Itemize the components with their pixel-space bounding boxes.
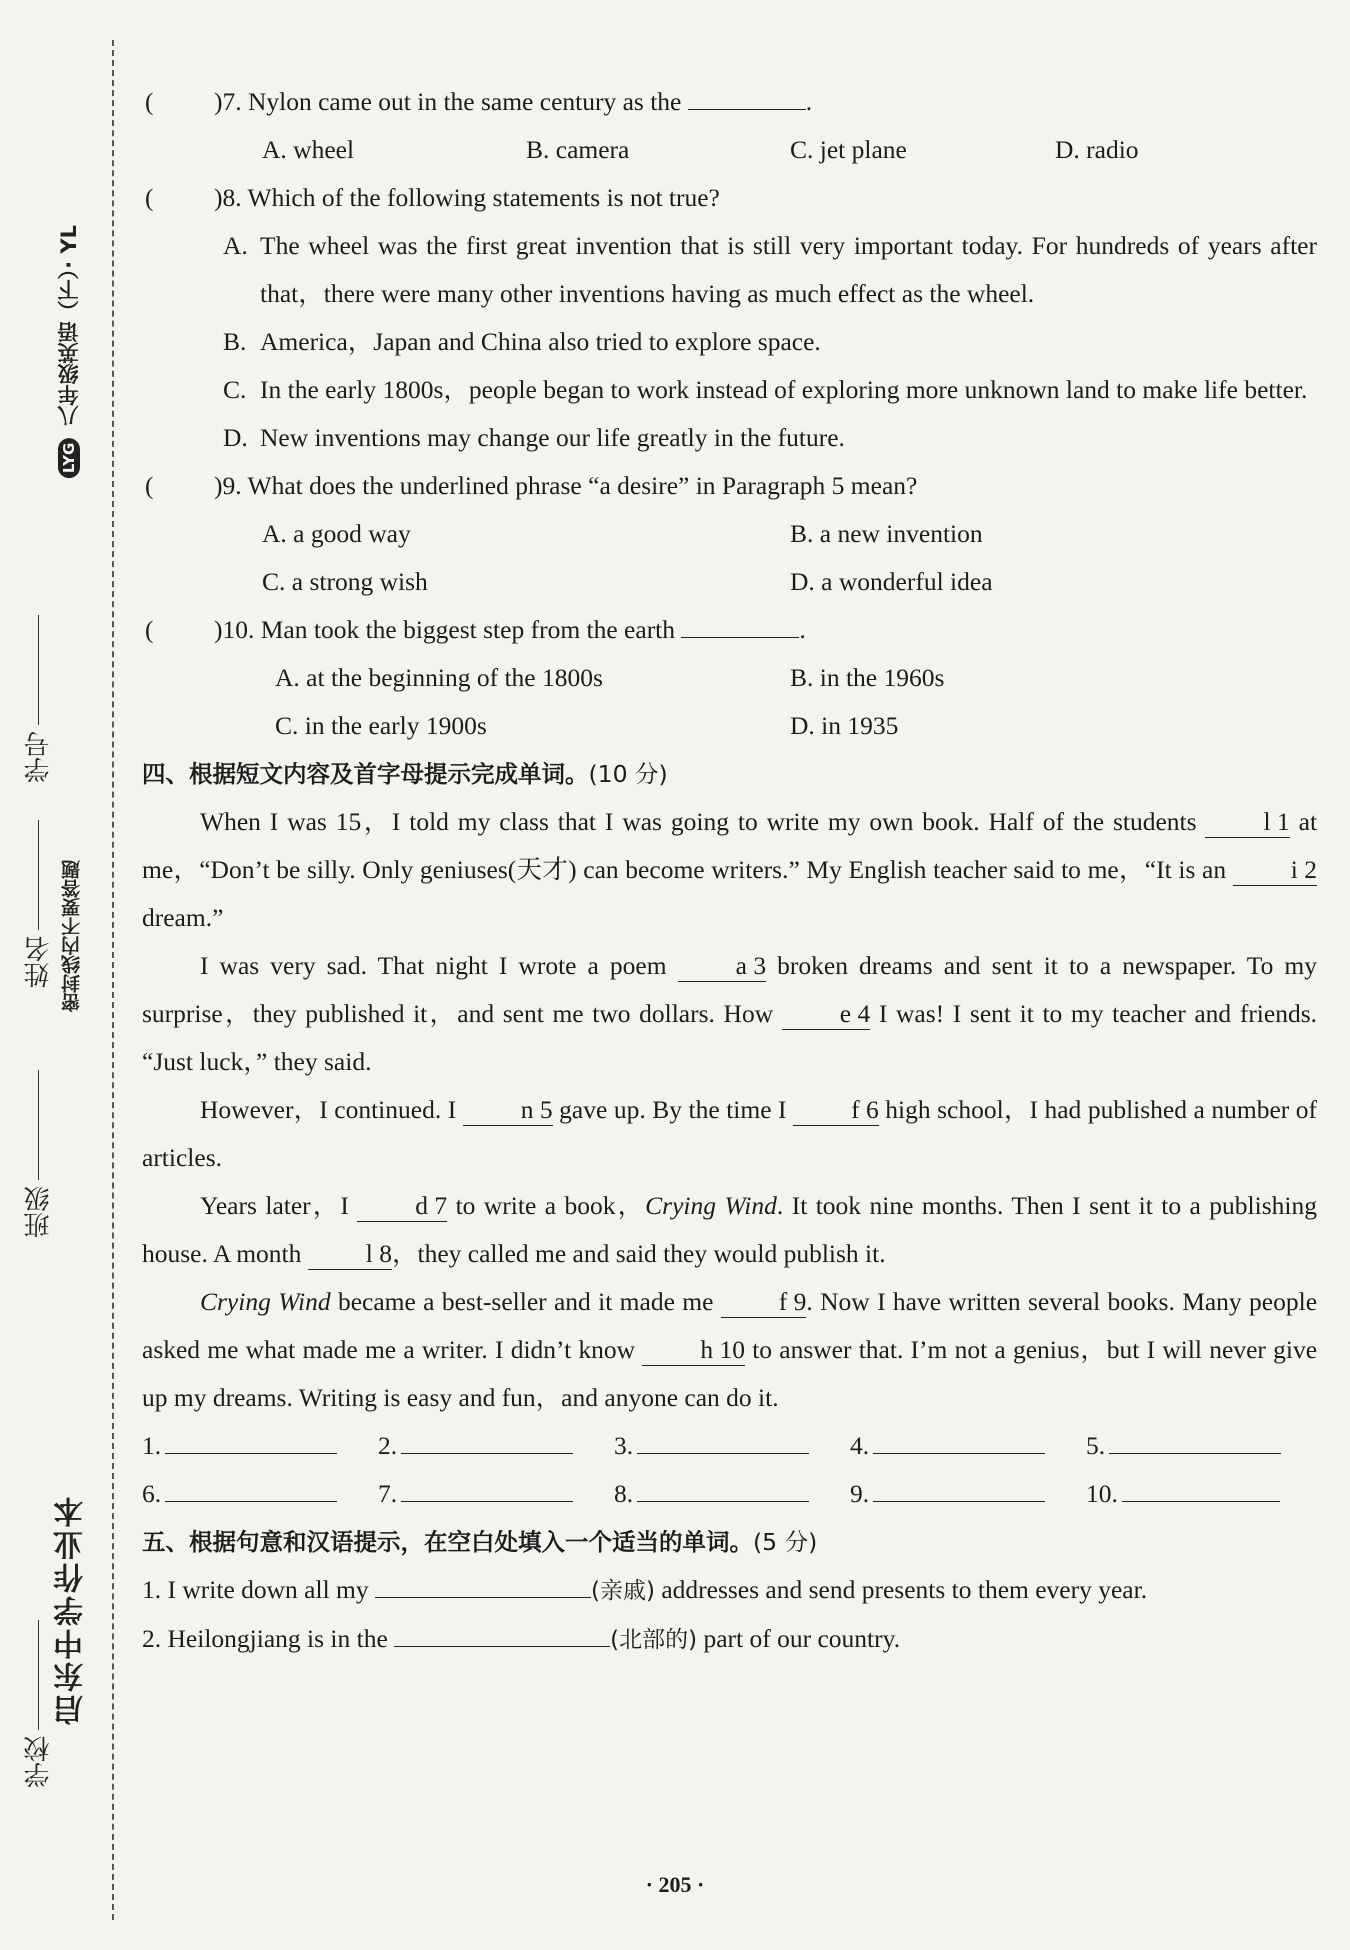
answer-line-4[interactable]: 4. xyxy=(850,1422,1045,1470)
answer-line-6[interactable]: 6. xyxy=(142,1470,337,1518)
option-c[interactable]: C. a strong wish xyxy=(262,567,428,596)
answer-blank[interactable] xyxy=(688,85,806,110)
gap-2[interactable]: i 2 xyxy=(1233,855,1317,886)
gap-5[interactable]: n 5 xyxy=(463,1095,553,1126)
answer-line-7[interactable]: 7. xyxy=(378,1470,573,1518)
passage-paragraph-1: When I was 15，I told my class that I was going to write my own book. Half of the students l 1 at me，“Don’t be silly. Only geniuses(天才) can become writers.” My English teacher said to me，“It is an i 2 dream.” xyxy=(142,807,1318,932)
gap-6[interactable]: f 6 xyxy=(793,1095,879,1126)
answer-line-9[interactable]: 9. xyxy=(850,1470,1045,1518)
answer-row-1 xyxy=(142,1422,1317,1470)
gap-8[interactable]: l 8 xyxy=(308,1239,392,1270)
question-10: ( )10. Man took the biggest step from the earth . xyxy=(145,615,806,644)
option-a[interactable]: A. a good way xyxy=(262,519,411,548)
number-field[interactable]: 学号 xyxy=(20,615,57,783)
section-4-title: 四、根据短文内容及首字母提示完成单词。(10 分) xyxy=(142,760,668,788)
exercise-2: 2. Heilongjiang is in the (北部的) part of our country. xyxy=(142,1615,1317,1663)
worksheet-content xyxy=(142,78,1317,1663)
binding-margin xyxy=(0,0,130,1950)
school-field[interactable]: 学校 xyxy=(20,1620,57,1788)
answer-row-2 xyxy=(142,1470,1317,1518)
answer-line-5[interactable]: 5. xyxy=(1086,1422,1281,1470)
gap-7[interactable]: d 7 xyxy=(357,1191,447,1222)
answer-line-3[interactable]: 3. xyxy=(614,1422,809,1470)
series-badge: LYG xyxy=(58,438,80,478)
name-field[interactable]: 姓名 xyxy=(20,820,57,988)
option-d[interactable]: D. New inventions may change our life greatly in the future. xyxy=(223,423,845,452)
answer-line-8[interactable]: 8. xyxy=(614,1470,809,1518)
question-7: ( )7. Nylon came out in the same century as the . xyxy=(145,87,813,116)
answer-line-1[interactable]: 1. xyxy=(142,1422,337,1470)
passage-paragraph-3: However，I continued. I n 5 gave up. By the time I f 6 high school，I had published a number of articles. xyxy=(142,1095,1318,1172)
option-d[interactable]: D. in 1935 xyxy=(790,711,899,740)
option-c[interactable]: C. in the early 1900s xyxy=(275,711,487,740)
passage-paragraph-2: I was very sad. That night I wrote a poem a 3 broken dreams and sent it to a newspaper. To my surprise，they published it，and sent me two dollars. How e 4 I was! I sent it to my teacher and friends. “Just luck，” they said. xyxy=(142,951,1318,1076)
gap-1[interactable]: l 1 xyxy=(1205,807,1289,838)
option-a[interactable]: A. at the beginning of the 1800s xyxy=(275,663,603,692)
option-a[interactable]: A. The wheel was the first great invention that is still very important today. For hundreds of years after that，there were many other inventions having as much effect as the wheel. xyxy=(223,231,1317,308)
question-8: ( )8. Which of the following statements is not true? xyxy=(145,183,720,212)
answer-blank[interactable] xyxy=(681,613,799,638)
gap-10[interactable]: h 10 xyxy=(642,1335,745,1366)
gap-4[interactable]: e 4 xyxy=(782,999,870,1030)
question-9: ( )9. What does the underlined phrase “a desire” in Paragraph 5 mean? xyxy=(145,471,918,500)
option-b[interactable]: B. a new invention xyxy=(790,519,983,548)
section-5-title: 五、根据句意和汉语提示，在空白处填入一个适当的单词。(5 分) xyxy=(142,1528,818,1556)
gap-3[interactable]: a 3 xyxy=(678,951,766,982)
grade-label: LYG 八年级英语（下）· YL xyxy=(54,225,84,482)
option-c[interactable]: C. In the early 1800s，people began to work instead of exploring more unknown land to make life better. xyxy=(223,375,1308,404)
question-10-options-2 xyxy=(142,702,1317,750)
answer-blank[interactable] xyxy=(394,1620,610,1647)
answer-line-10[interactable]: 10. xyxy=(1086,1470,1280,1518)
answer-blank[interactable] xyxy=(375,1571,591,1598)
school-title: 启东中学作业本 xyxy=(54,1494,89,1725)
gap-9[interactable]: f 9 xyxy=(721,1287,807,1318)
exercise-1: 1. I write down all my (亲戚) addresses and send presents to them every year. xyxy=(142,1566,1317,1615)
question-7-options xyxy=(142,126,1317,174)
question-9-options-2 xyxy=(142,558,1317,606)
passage-paragraph-4: Years later，I d 7 to write a book，Crying Wind. It took nine months. Then I sent it to a publishing house. A month l 8，they called me and said they would publish it. xyxy=(142,1191,1317,1268)
page-number: · 205 · xyxy=(645,1872,705,1897)
option-b[interactable]: B. in the 1960s xyxy=(790,663,945,692)
seal-dashed-line xyxy=(112,40,114,1920)
option-b[interactable]: B. America，Japan and China also tried to explore space. xyxy=(223,327,821,356)
option-d[interactable]: D. radio xyxy=(1055,135,1139,164)
option-b[interactable]: B. camera xyxy=(526,135,630,164)
class-field[interactable]: 班级 xyxy=(20,1070,57,1238)
question-9-options xyxy=(142,510,1317,558)
answer-line-2[interactable]: 2. xyxy=(378,1422,573,1470)
question-10-options xyxy=(142,654,1317,702)
passage-paragraph-5: Crying Wind became a best-seller and it made me f 9. Now I have written several books. Many people asked me what made me a writer. I didn’t know h 10 to answer that. I’m not a genius，but I will never give up my dreams. Writing is easy and fun，and anyone can do it. xyxy=(142,1287,1318,1412)
option-c[interactable]: C. jet plane xyxy=(790,135,907,164)
option-a[interactable]: A. wheel xyxy=(262,135,355,164)
seal-note: 密封线内不要答题 xyxy=(61,860,83,1012)
option-d[interactable]: D. a wonderful idea xyxy=(790,567,993,596)
